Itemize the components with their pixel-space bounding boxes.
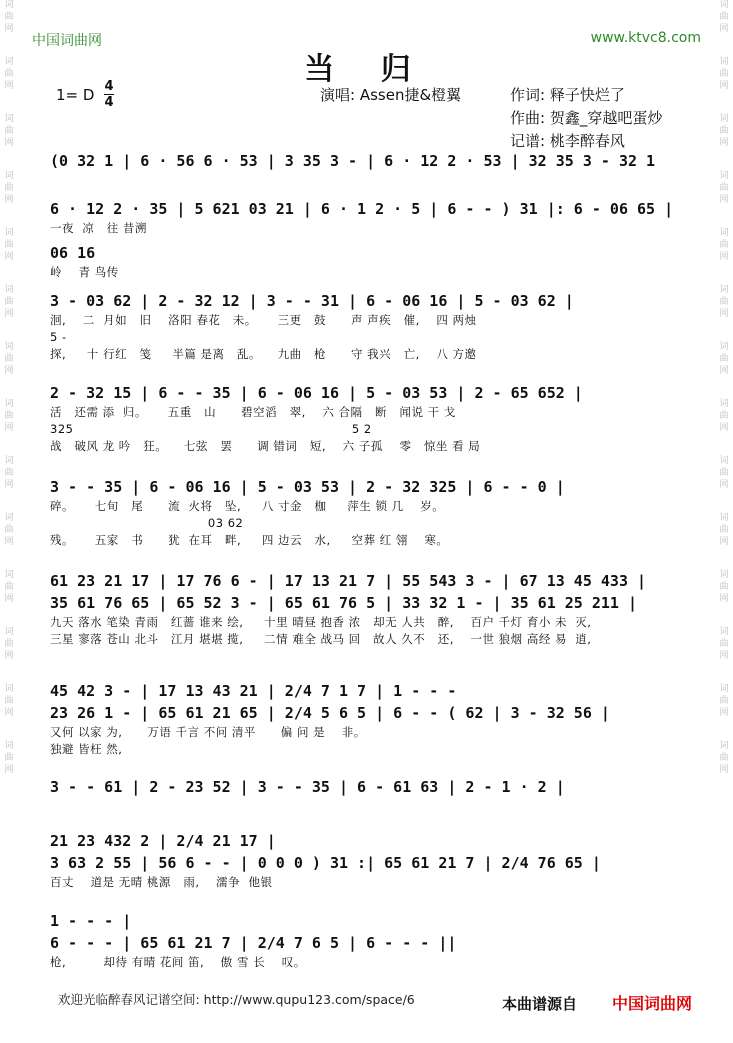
lyric-line: 又何 以家 为, 万语 千言 不问 清平 偏 问 是 非。 (50, 725, 366, 739)
watermark-char: 网 (4, 594, 14, 604)
watermark-char: 词 (719, 285, 729, 295)
watermark-char: 网 (719, 594, 729, 604)
watermark-char: 曲 (719, 240, 729, 250)
lyric-line: 洄, 二 月如 旧 洛阳 春花 未。 三更 鼓 声 声疾 催, 四 两烛 (50, 313, 477, 327)
footer-visit[interactable]: 欢迎光临醉春风记谱空间: http://www.qupu123.com/space/6 (58, 992, 415, 1007)
watermark-char: 网 (719, 81, 729, 91)
watermark-char: 网 (4, 195, 14, 205)
watermark-char: 曲 (4, 696, 14, 706)
watermark-char: 曲 (4, 639, 14, 649)
note-line: 21 23 432 2 | 2/4 21 17 | (50, 832, 276, 850)
score-system (50, 776, 680, 798)
meter-bottom: 4 (104, 95, 114, 110)
score-system (50, 476, 680, 549)
note-line: 23 26 1 - | 65 61 21 65 | 2/4 5 6 5 | 6 - - ( 62 | 3 - 32 56 | (50, 704, 610, 722)
watermark-char: 词 (4, 627, 14, 637)
watermark-char: 网 (4, 480, 14, 490)
watermark-char: 曲 (719, 468, 729, 478)
watermark-char: 曲 (719, 69, 729, 79)
watermark-char: 网 (4, 651, 14, 661)
watermark-char: 网 (719, 480, 729, 490)
watermark-char: 曲 (719, 411, 729, 421)
lyric-line: 九天 落水 笔染 青雨 红蔷 谁来 绘, 十里 晴昼 抱香 浓 却无 人共 醉, 百户 千灯 育小 未 灭, (50, 615, 592, 629)
watermark-char: 词 (4, 570, 14, 580)
watermark-char: 词 (4, 684, 14, 694)
watermark-char: 曲 (719, 753, 729, 763)
lyricist: 作词: 释子快烂了 (510, 86, 625, 104)
footer-brand[interactable]: 中国词曲网 (612, 994, 693, 1013)
watermark-char: 曲 (719, 696, 729, 706)
lyric-line: 岭 青 鸟传 (50, 265, 119, 279)
watermark-char: 网 (4, 765, 14, 775)
watermark-char: 网 (4, 708, 14, 718)
watermark-char: 曲 (4, 354, 14, 364)
lyric-line: 战 破风 龙 吟 狂。 七弦 罢 调 错词 短, 六 子孤 零 惊坐 看 局 (50, 439, 481, 453)
site-url[interactable]: www.ktvc8.com (590, 30, 701, 46)
watermark-char: 网 (4, 138, 14, 148)
watermark-char: 词 (719, 741, 729, 751)
lyric-line: 独避 皆枉 然, (50, 742, 123, 756)
score-system (50, 680, 680, 758)
watermark-char: 词 (719, 171, 729, 181)
score-system (50, 150, 680, 172)
watermark-char: 曲 (4, 69, 14, 79)
watermark-char: 曲 (719, 297, 729, 307)
watermark-char: 词 (4, 171, 14, 181)
score-system (50, 570, 680, 648)
score-system (50, 382, 680, 455)
watermark-char: 词 (719, 114, 729, 124)
song-title: 当 归 (304, 52, 429, 87)
watermark-char: 曲 (4, 411, 14, 421)
note-line: 6 · 12 2 · 35 | 5 621 03 21 | 6 · 1 2 · 5 | 6 - - ) 31 |: 6 - 06 65 | (50, 200, 674, 218)
lyric-line: 一夜 凉 往 昔溯 (50, 221, 147, 235)
watermark-char: 网 (719, 423, 729, 433)
watermark-char: 网 (719, 195, 729, 205)
watermark-char: 词 (719, 0, 729, 10)
meter-top: 4 (104, 79, 114, 94)
watermark-char: 网 (4, 252, 14, 262)
watermark-char: 词 (4, 513, 14, 523)
lyric-line: 枪, 却待 有晴 花间 笛, 傲 雪 长 叹。 (50, 955, 306, 969)
watermark-char: 曲 (719, 126, 729, 136)
note-line: 61 23 21 17 | 17 76 6 - | 17 13 21 7 | 55 543 3 - | 67 13 45 433 | (50, 572, 647, 590)
watermark-char: 网 (719, 708, 729, 718)
watermark-char: 曲 (4, 525, 14, 535)
watermark-char: 词 (4, 57, 14, 67)
score-system (50, 910, 680, 971)
lyric-line: 325 5 2 (50, 422, 372, 436)
watermark-char: 词 (719, 513, 729, 523)
watermark-char: 词 (4, 285, 14, 295)
watermark-char: 网 (719, 366, 729, 376)
watermark-char: 曲 (4, 297, 14, 307)
note-line: 3 - - 35 | 6 - 06 16 | 5 - 03 53 | 2 - 32 325 | 6 - - 0 | (50, 478, 565, 496)
lyric-line: 03 62 (50, 516, 244, 530)
watermark-char: 网 (719, 24, 729, 34)
lyric-line: 碎。 七旬 尾 流 火将 坠, 八 寸金 枷 萍生 锁 几 岁。 (50, 499, 445, 513)
watermark-char: 曲 (719, 639, 729, 649)
site-name[interactable]: 中国词曲网 (32, 33, 102, 49)
composer: 作曲: 贺鑫_穿越吧蛋炒 (510, 109, 663, 127)
watermark-char: 曲 (719, 12, 729, 22)
lyric-line: 残。 五家 书 犹 在耳 畔, 四 边云 水, 空葬 红 翎 寒。 (50, 533, 449, 547)
watermark-left (2, 0, 16, 1043)
watermark-char: 网 (719, 537, 729, 547)
note-line: (0 32 1 | 6 · 56 6 · 53 | 3 35 3 - | 6 · 12 2 · 53 | 32 35 3 - 32 1 (50, 152, 656, 170)
note-line: 1 - - - | (50, 912, 132, 930)
watermark-char: 词 (4, 399, 14, 409)
watermark-char: 曲 (719, 525, 729, 535)
watermark-char: 网 (719, 651, 729, 661)
transcriber: 记谱: 桃李醉春风 (510, 132, 625, 150)
watermark-char: 词 (4, 228, 14, 238)
singer: 演唱: Assen捷&橙翼 (320, 86, 462, 104)
watermark-char: 词 (719, 57, 729, 67)
watermark-char: 词 (719, 627, 729, 637)
note-line: 35 61 76 65 | 65 52 3 - | 65 61 76 5 | 33 32 1 - | 35 61 25 211 | (50, 594, 637, 612)
watermark-char: 曲 (719, 582, 729, 592)
watermark-char: 曲 (4, 240, 14, 250)
watermark-char: 词 (4, 456, 14, 466)
lyric-line: 百丈 道是 无晴 桃源 雨, 濡争 他银 (50, 875, 273, 889)
watermark-char: 网 (4, 537, 14, 547)
note-line: 3 - 03 62 | 2 - 32 12 | 3 - - 31 | 6 - 06 16 | 5 - 03 62 | (50, 292, 574, 310)
watermark-char: 词 (719, 399, 729, 409)
watermark-char: 网 (4, 423, 14, 433)
watermark-char: 词 (719, 342, 729, 352)
lyric-line: 探, 十 行红 笺 半篇 是离 乱。 九曲 枪 守 我兴 亡, 八 方邀 (50, 347, 477, 361)
watermark-char: 词 (719, 228, 729, 238)
note-line: 06 16 (50, 244, 96, 262)
watermark-char: 词 (4, 0, 14, 10)
watermark-char: 网 (4, 24, 14, 34)
lyric-line: 三星 寥落 苍山 北斗 江月 堪堪 揽, 二情 难全 战马 回 故人 久不 还, 一世 狼烟 高经 易 逍, (50, 632, 592, 646)
key-signature: 1= D (56, 86, 95, 104)
watermark-char: 词 (719, 684, 729, 694)
watermark-char: 网 (4, 81, 14, 91)
note-line: 45 42 3 - | 17 13 43 21 | 2/4 7 1 7 | 1 - - - (50, 682, 457, 700)
watermark-char: 词 (4, 741, 14, 751)
note-line: 6 - - - | 65 61 21 7 | 2/4 7 6 5 | 6 - - - || (50, 934, 457, 952)
watermark-char: 网 (4, 366, 14, 376)
watermark-char: 曲 (4, 753, 14, 763)
watermark-char: 网 (719, 252, 729, 262)
watermark-char: 词 (4, 114, 14, 124)
watermark-char: 曲 (4, 12, 14, 22)
watermark-char: 网 (719, 309, 729, 319)
watermark-char: 曲 (4, 183, 14, 193)
note-line: 3 - - 61 | 2 - 23 52 | 3 - - 35 | 6 - 61 63 | 2 - 1 · 2 | (50, 778, 565, 796)
credits (320, 84, 662, 153)
watermark-char: 网 (4, 309, 14, 319)
time-signature (104, 80, 114, 109)
watermark-char: 曲 (719, 354, 729, 364)
footer-source-label: 本曲谱源自 (502, 995, 578, 1013)
note-line: 2 - 32 15 | 6 - - 35 | 6 - 06 16 | 5 - 03 53 | 2 - 65 652 | (50, 384, 583, 402)
watermark-char: 词 (719, 456, 729, 466)
score-system (50, 830, 680, 891)
score-system (50, 198, 680, 237)
watermark-char: 词 (719, 570, 729, 580)
watermark-char: 曲 (4, 126, 14, 136)
watermark-char: 曲 (719, 183, 729, 193)
note-line: 3 63 2 55 | 56 6 - - | 0 0 0 ) 31 :| 65 61 21 7 | 2/4 76 65 | (50, 854, 601, 872)
lyric-line: 活 还需 添 归。 五重 山 碧空滔 翠, 六 合隔 断 闻说 干 戈 (50, 405, 456, 419)
watermark-right (717, 0, 731, 1043)
score (50, 150, 680, 990)
watermark-char: 网 (719, 765, 729, 775)
watermark-char: 词 (4, 342, 14, 352)
score-system (50, 290, 680, 363)
watermark-char: 曲 (4, 468, 14, 478)
lyric-line: 5 - (50, 330, 67, 344)
watermark-char: 网 (719, 138, 729, 148)
watermark-char: 曲 (4, 582, 14, 592)
score-system (50, 242, 680, 281)
